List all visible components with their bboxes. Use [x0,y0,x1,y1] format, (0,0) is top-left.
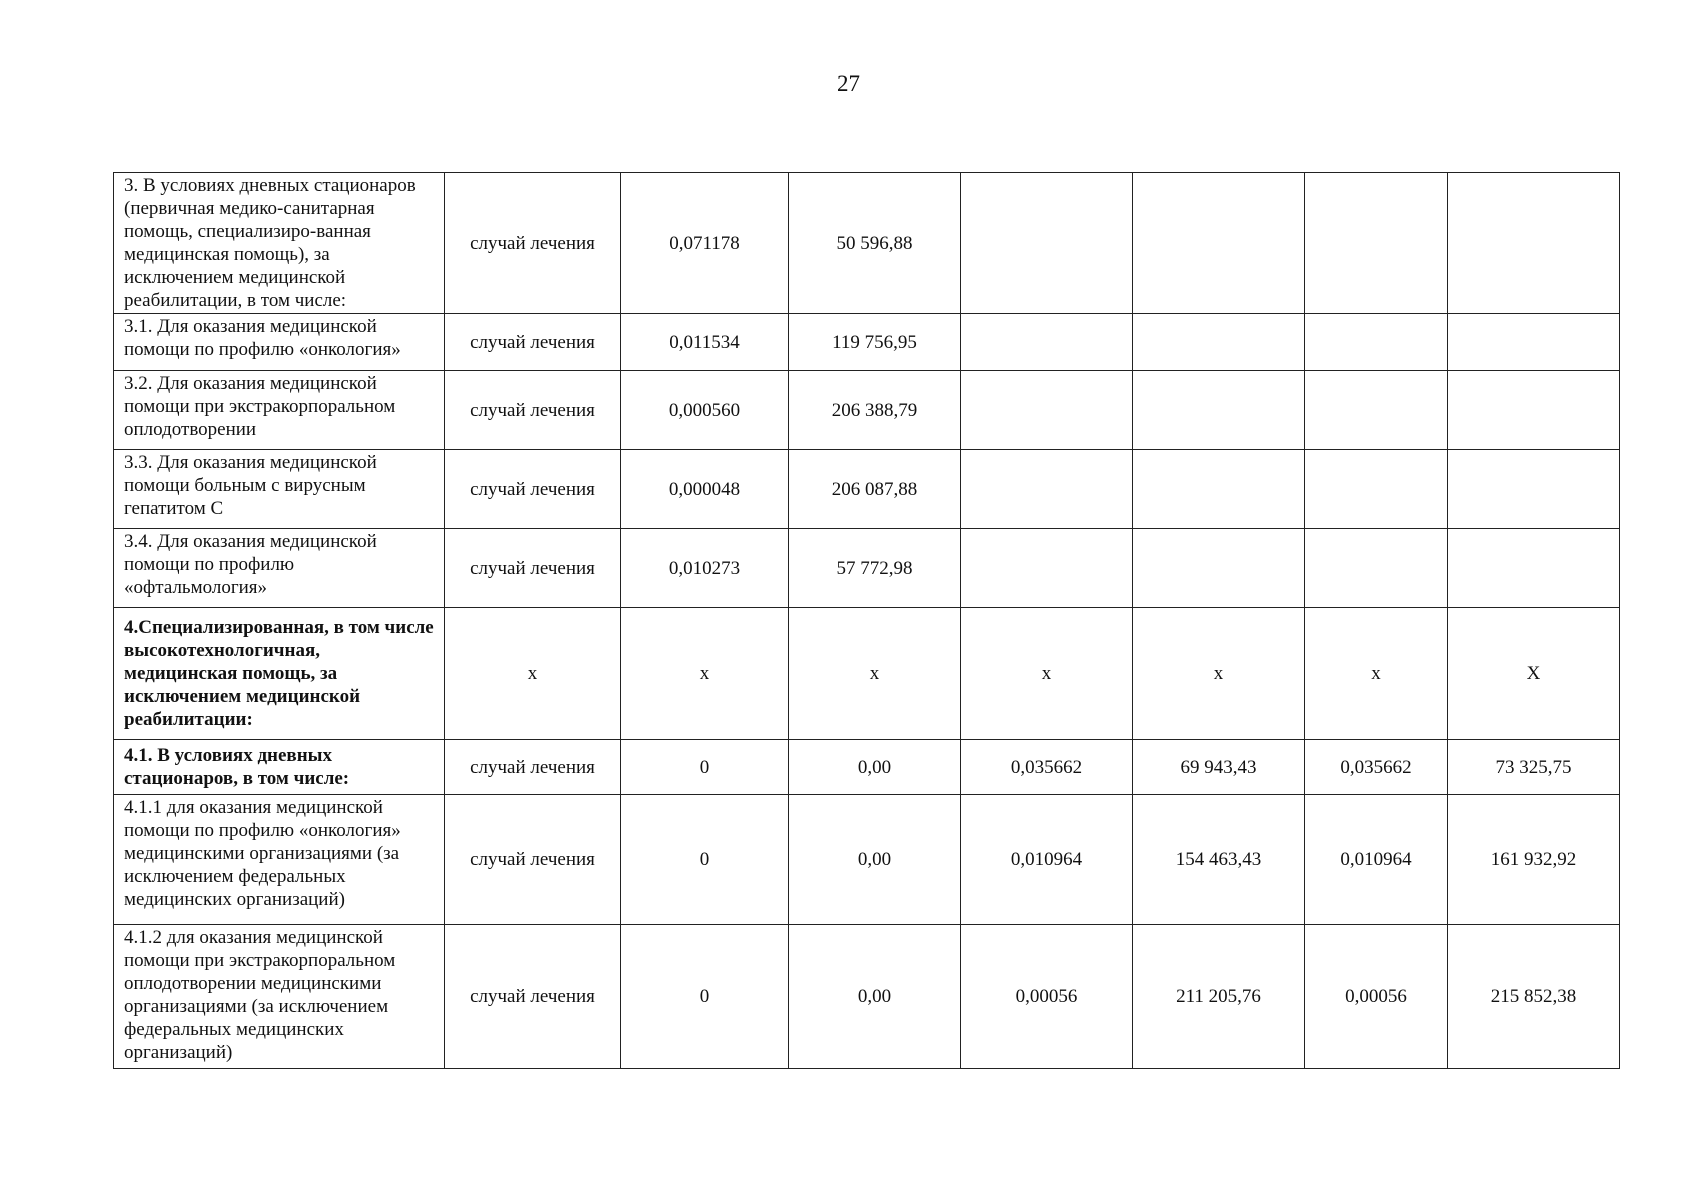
unit-cell: случай лечения [445,371,621,450]
table-row [114,608,1620,740]
value-cell: х [1305,608,1448,740]
value-cell [1448,173,1620,314]
unit-cell: случай лечения [445,529,621,608]
value-cell: 0,035662 [1305,740,1448,795]
row-description: 4.1.2 для оказания медицинской помощи при экстракорпоральном оплодотворении медицинскими организациями (за исключением федеральных медицинских организаций) [114,925,445,1069]
table-row [114,371,1620,450]
table-row [114,795,1620,925]
value-cell: 0,00 [789,925,961,1069]
value-cell [1133,529,1305,608]
table-row [114,450,1620,529]
unit-cell: случай лечения [445,795,621,925]
value-cell: 119 756,95 [789,314,961,371]
value-cell: х [789,608,961,740]
value-cell [961,314,1133,371]
row-description: 3.1. Для оказания медицинской помощи по профилю «онкология» [114,314,445,371]
value-cell: Х [1448,608,1620,740]
value-cell: 0,00056 [1305,925,1448,1069]
value-cell [1133,173,1305,314]
table-row [114,925,1620,1069]
value-cell [1305,450,1448,529]
value-cell [961,450,1133,529]
value-cell: 161 932,92 [1448,795,1620,925]
unit-cell: случай лечения [445,925,621,1069]
value-cell: 206 388,79 [789,371,961,450]
unit-cell: случай лечения [445,450,621,529]
value-cell [1305,529,1448,608]
value-cell: х [961,608,1133,740]
value-cell [1448,314,1620,371]
table-row [114,529,1620,608]
unit-cell: случай лечения [445,740,621,795]
value-cell: 0,010964 [961,795,1133,925]
value-cell [1448,371,1620,450]
value-cell: 0,00 [789,740,961,795]
unit-cell: случай лечения [445,314,621,371]
value-cell [961,371,1133,450]
row-description: 3.3. Для оказания медицинской помощи больным с вирусным гепатитом С [114,450,445,529]
value-cell: 0,00056 [961,925,1133,1069]
value-cell: 211 205,76 [1133,925,1305,1069]
row-description: 4.Специализированная, в том числе высокотехнологичная, медицинская помощь, за исключением медицинской реабилитации: [114,608,445,740]
value-cell: х [621,608,789,740]
value-cell: 0,011534 [621,314,789,371]
value-cell: 73 325,75 [1448,740,1620,795]
value-cell: 0,000560 [621,371,789,450]
value-cell: х [1133,608,1305,740]
value-cell: 154 463,43 [1133,795,1305,925]
row-description: 3.4. Для оказания медицинской помощи по профилю «офтальмология» [114,529,445,608]
value-cell: 206 087,88 [789,450,961,529]
value-cell [1305,173,1448,314]
value-cell: 0,000048 [621,450,789,529]
row-description: 4.1. В условиях дневных стационаров, в том числе: [114,740,445,795]
value-cell [1133,450,1305,529]
value-cell [1305,314,1448,371]
table-row [114,173,1620,314]
value-cell: 0 [621,740,789,795]
value-cell: 50 596,88 [789,173,961,314]
value-cell [961,173,1133,314]
value-cell [1305,371,1448,450]
unit-cell: х [445,608,621,740]
value-cell: 0,010273 [621,529,789,608]
value-cell: 57 772,98 [789,529,961,608]
row-description: 3. В условиях дневных стационаров (первичная медико-санитарная помощь, специализиро-ванная медицинская помощь), за исключением медицинской реабилитации, в том числе: [114,173,445,314]
value-cell: 0,00 [789,795,961,925]
value-cell: 0,071178 [621,173,789,314]
table-row [114,314,1620,371]
page-number: 27 [837,71,860,96]
value-cell: 0,010964 [1305,795,1448,925]
row-description: 3.2. Для оказания медицинской помощи при экстракорпоральном оплодотворении [114,371,445,450]
unit-cell: случай лечения [445,173,621,314]
value-cell [961,529,1133,608]
value-cell: 0,035662 [961,740,1133,795]
value-cell: 0 [621,925,789,1069]
value-cell [1448,529,1620,608]
value-cell: 0 [621,795,789,925]
value-cell [1448,450,1620,529]
value-cell [1133,314,1305,371]
table-row [114,740,1620,795]
value-cell: 69 943,43 [1133,740,1305,795]
value-cell [1133,371,1305,450]
value-cell: 215 852,38 [1448,925,1620,1069]
tariff-table [113,172,1620,1069]
row-description: 4.1.1 для оказания медицинской помощи по профилю «онкология» медицинскими организациями (за исключением федеральных медицинских организаций) [114,795,445,925]
